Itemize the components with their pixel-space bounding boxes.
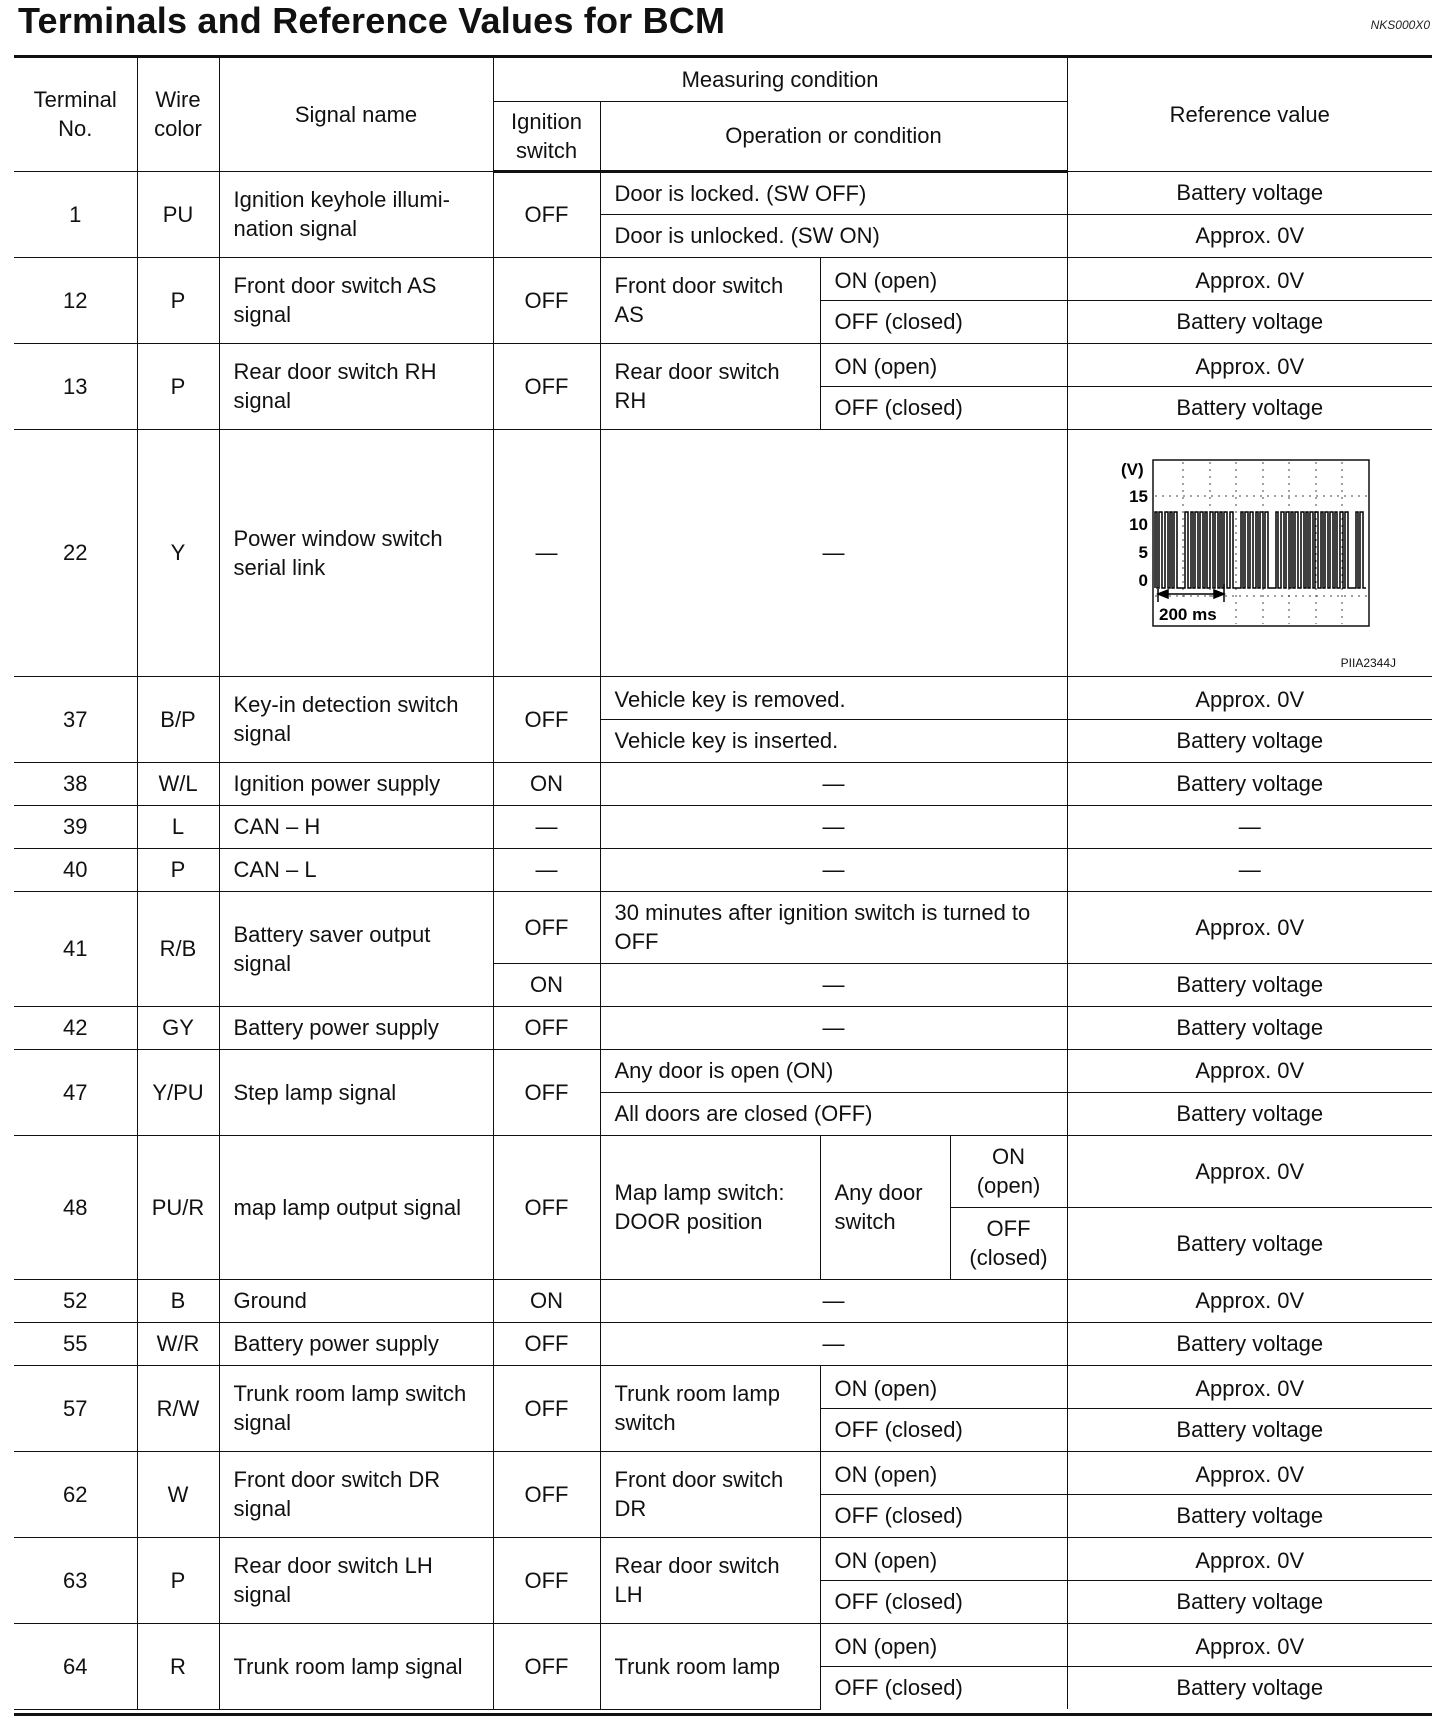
table-row [14,848,1432,891]
terminal-no: 37 [14,676,137,762]
wire-color: P [137,848,219,891]
switch-state: OFF (closed) [820,1408,1067,1451]
table-row [14,1006,1432,1049]
ignition-state: OFF [493,257,600,343]
header-operation: Operation or condition [600,101,1067,171]
signal-name: Step lamp signal [219,1049,493,1135]
operation: — [600,805,1067,848]
operation: — [600,762,1067,805]
signal-name: Key-in detection switch signal [219,676,493,762]
reference-value: Approx. 0V [1067,676,1432,719]
wave-unit: (V) [1121,459,1144,479]
terminal-no: 63 [14,1537,137,1623]
terminal-no: 47 [14,1049,137,1135]
reference-value: Battery voltage [1067,762,1432,805]
reference-value: Approx. 0V [1067,1623,1432,1666]
operation: Front door switch DR [600,1451,820,1537]
table-row [14,1049,1432,1092]
table-row [14,1365,1432,1408]
reference-value: — [1067,805,1432,848]
wire-color: R/W [137,1365,219,1451]
table-row [14,343,1432,386]
ignition-state: ON [493,963,600,1006]
wire-color: Y/PU [137,1049,219,1135]
condition: — [600,963,1067,1006]
signal-name: Front door switch DR signal [219,1451,493,1537]
switch-state: ON (open) [820,1451,1067,1494]
header-ignition-switch: Ignition switch [493,101,600,171]
table-row [14,762,1432,805]
ignition-state: OFF [493,1322,600,1365]
wire-color: B [137,1279,219,1322]
waveform-chart [1116,456,1396,677]
reference-value: — [1067,848,1432,891]
table-row [14,805,1432,848]
ignition-state: — [493,805,600,848]
operation: Front door switch AS [600,257,820,343]
operation: — [600,1006,1067,1049]
terminal-no: 42 [14,1006,137,1049]
signal-name: Battery power supply [219,1006,493,1049]
wire-color: W/R [137,1322,219,1365]
reference-value: Battery voltage [1067,963,1432,1006]
ignition-state: ON [493,1279,600,1322]
reference-value: Battery voltage [1067,171,1432,214]
wire-color: P [137,257,219,343]
switch-state: ON (open) [820,1365,1067,1408]
terminal-no: 13 [14,343,137,429]
reference-value: Battery voltage [1067,386,1432,429]
table-row [14,1623,1432,1666]
switch-state: ON (open) [820,343,1067,386]
reference-value: Battery voltage [1067,1408,1432,1451]
ignition-state: OFF [493,1451,600,1537]
switch-state: ON (open) [950,1135,1067,1207]
header-terminal: Terminal No. [14,58,137,171]
wave-trace [1155,512,1366,588]
wire-color: R/B [137,891,219,1006]
ignition-state: OFF [493,1365,600,1451]
switch-state: OFF (closed) [820,1580,1067,1623]
reference-value: Approx. 0V [1067,1049,1432,1092]
terminal-no: 64 [14,1623,137,1709]
header-measuring-condition: Measuring condition [493,58,1067,101]
table-row [14,257,1432,300]
reference-value: Approx. 0V [1067,1279,1432,1322]
table-row [14,1279,1432,1322]
reference-table [14,58,1432,1710]
operation: — [600,848,1067,891]
switch-state: OFF (closed) [820,300,1067,343]
condition: Vehicle key is removed. [600,676,1067,719]
terminal-no: 41 [14,891,137,1006]
doc-code: NKS000X0 [1370,18,1430,32]
terminal-no: 12 [14,257,137,343]
table-row [14,1451,1432,1494]
time-scale-label: 200 ms [1159,604,1217,624]
signal-name: CAN – L [219,848,493,891]
header-wire-color: Wire color [137,58,219,171]
wire-color: GY [137,1006,219,1049]
terminal-no: 62 [14,1451,137,1537]
reference-value: Approx. 0V [1067,1537,1432,1580]
header-signal-name: Signal name [219,58,493,171]
terminal-no: 39 [14,805,137,848]
wave-tick: 0 [1138,570,1149,590]
ignition-state: OFF [493,1623,600,1709]
switch-state: OFF (closed) [950,1207,1067,1279]
terminal-no: 38 [14,762,137,805]
wire-color: L [137,805,219,848]
page-title: Terminals and Reference Values for BCM [18,0,726,41]
reference-value: Battery voltage [1067,1580,1432,1623]
waveform-figure [1116,456,1396,677]
terminal-no: 57 [14,1365,137,1451]
terminal-no: 40 [14,848,137,891]
reference-value: Battery voltage [1067,1006,1432,1049]
operation: Map lamp switch: DOOR position [600,1135,820,1279]
switch-state: OFF (closed) [820,386,1067,429]
terminal-no: 22 [14,429,137,676]
signal-name: Ignition keyhole illumi-nation signal [219,171,493,257]
wire-color: P [137,1537,219,1623]
reference-value: Battery voltage [1067,1666,1432,1709]
reference-value: Battery voltage [1067,1322,1432,1365]
ignition-state: OFF [493,1006,600,1049]
signal-name: Battery saver output signal [219,891,493,1006]
switch-state: ON (open) [820,1537,1067,1580]
terminal-no: 48 [14,1135,137,1279]
ignition-state: OFF [493,1537,600,1623]
table-row [14,891,1432,963]
signal-name: CAN – H [219,805,493,848]
wire-color: W/L [137,762,219,805]
condition: All doors are closed (OFF) [600,1092,1067,1135]
condition: Door is unlocked. (SW ON) [600,214,1067,257]
ignition-state: OFF [493,1049,600,1135]
reference-value: Approx. 0V [1067,343,1432,386]
table-row [14,676,1432,719]
ignition-state: OFF [493,1135,600,1279]
switch-state: OFF (closed) [820,1666,1067,1709]
ignition-state: OFF [493,891,600,963]
wave-tick: 15 [1129,486,1149,506]
terminal-no: 52 [14,1279,137,1322]
wire-color: W [137,1451,219,1537]
switch-state: OFF (closed) [820,1494,1067,1537]
reference-value: Approx. 0V [1067,891,1432,963]
table-row [14,1537,1432,1580]
switch-state: ON (open) [820,1623,1067,1666]
signal-name: Ground [219,1279,493,1322]
terminal-no: 55 [14,1322,137,1365]
reference-value: Battery voltage [1067,1092,1432,1135]
reference-value: Approx. 0V [1067,214,1432,257]
signal-name: Trunk room lamp signal [219,1623,493,1709]
operation: — [600,429,1067,676]
ignition-state: ON [493,762,600,805]
ignition-state: OFF [493,343,600,429]
signal-name: Trunk room lamp switch signal [219,1365,493,1451]
signal-name: Rear door switch LH signal [219,1537,493,1623]
signal-name: Battery power supply [219,1322,493,1365]
condition: Any door is open (ON) [600,1049,1067,1092]
reference-value: Approx. 0V [1067,1451,1432,1494]
bottom-rule [14,1713,1432,1716]
terminal-no: 1 [14,171,137,257]
signal-name: map lamp output signal [219,1135,493,1279]
ignition-state: — [493,429,600,676]
wire-color: Y [137,429,219,676]
signal-name: Rear door switch RH signal [219,343,493,429]
wire-color: PU [137,171,219,257]
sub-condition: Any door switch [820,1135,950,1279]
reference-value: Battery voltage [1067,1494,1432,1537]
table-row [14,1322,1432,1365]
signal-name: Front door switch AS signal [219,257,493,343]
wave-tick: 10 [1129,514,1149,534]
operation: — [600,1279,1067,1322]
figure-code: PIIA2344J [1340,655,1397,670]
switch-state: ON (open) [820,257,1067,300]
condition: Door is locked. (SW OFF) [600,171,1067,214]
condition: 30 minutes after ignition switch is turned to OFF [600,891,1067,963]
operation: Rear door switch LH [600,1537,820,1623]
header-reference-value: Reference value [1067,58,1432,171]
ignition-state: OFF [493,171,600,257]
wire-color: P [137,343,219,429]
reference-value: Approx. 0V [1067,1365,1432,1408]
operation: Rear door switch RH [600,343,820,429]
table-row [14,429,1432,676]
signal-name: Power window switch serial link [219,429,493,676]
reference-value: Battery voltage [1067,1207,1432,1279]
ignition-state: OFF [493,676,600,762]
reference-value: Battery voltage [1067,719,1432,762]
ignition-state: — [493,848,600,891]
operation: Trunk room lamp [600,1623,820,1709]
wire-color: PU/R [137,1135,219,1279]
wire-color: B/P [137,676,219,762]
table-row [14,171,1432,214]
operation: Trunk room lamp switch [600,1365,820,1451]
wire-color: R [137,1623,219,1709]
waveform-cell [1067,429,1432,676]
reference-value: Approx. 0V [1067,257,1432,300]
signal-name: Ignition power supply [219,762,493,805]
reference-value: Battery voltage [1067,300,1432,343]
reference-value: Approx. 0V [1067,1135,1432,1207]
wave-tick: 5 [1138,542,1149,562]
table-row [14,1135,1432,1207]
operation: — [600,1322,1067,1365]
condition: Vehicle key is inserted. [600,719,1067,762]
